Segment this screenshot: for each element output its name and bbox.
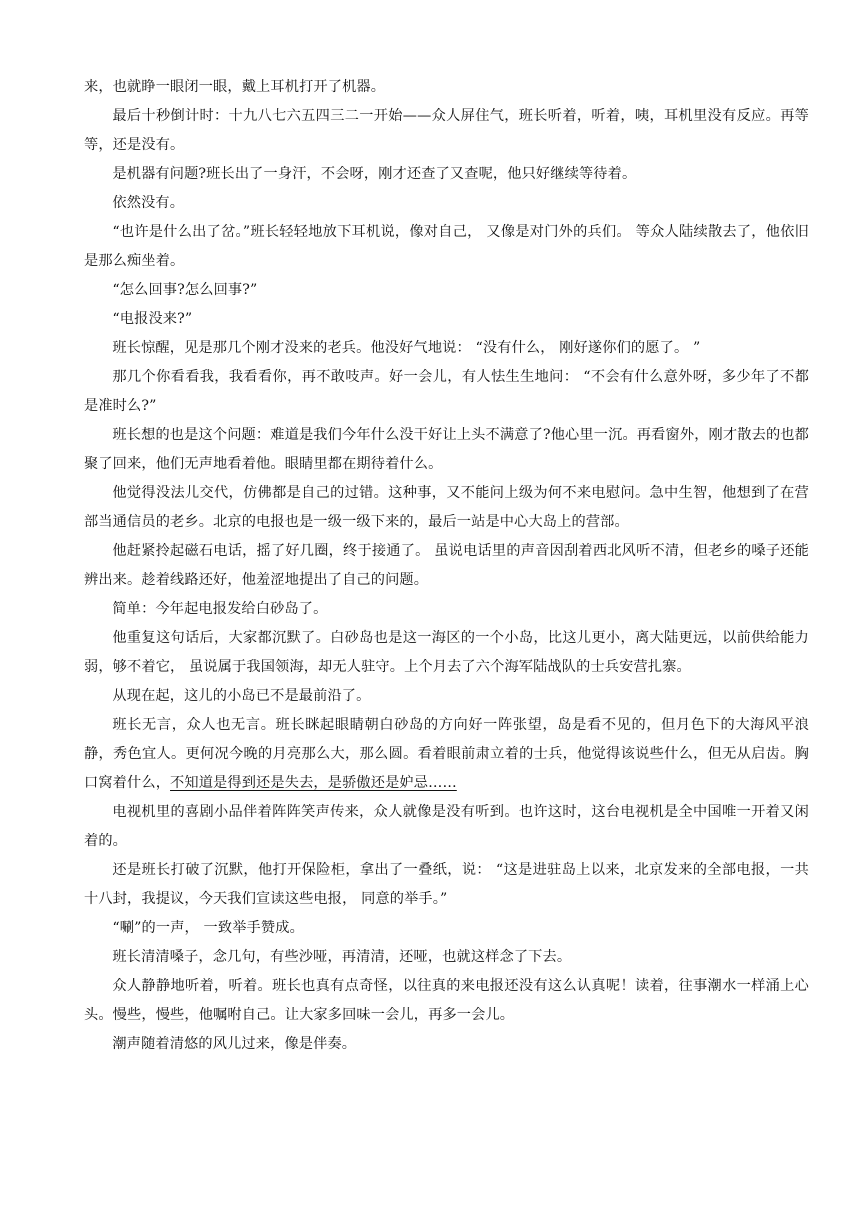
paragraph: 班长想的也是这个问题：难道是我们今年什么没干好让上头不满意了?他心里一沉。再看窗外，刚才散去的也都聚了回来，他们无声地看着他。眼睛里都在期待着什么。 xyxy=(84,427,809,472)
document-page xyxy=(84,73,809,1059)
paragraph: “电报没来?” xyxy=(112,311,193,327)
paragraph: 简单：今年起电报发给白砂岛了。 xyxy=(112,601,328,617)
paragraph xyxy=(84,711,809,798)
underlined-sentence: 不知道是得到还是失去，是骄傲还是妒忌…… xyxy=(170,775,457,791)
paragraph: 是机器有问题?班长出了一身汗，不会呀，刚才还查了又查呢，他只好继续等待着。 xyxy=(112,166,637,182)
paragraph: 班长惊醒，见是那几个刚才没来的老兵。他没好气地说： “没有什么， 刚好遂你们的愿了。 ” xyxy=(112,340,701,356)
paragraph: 依然没有。 xyxy=(112,195,185,211)
paragraph: 电视机里的喜剧小品伴着阵阵笑声传来，众人就像是没有听到。也许这时，这台电视机是全中国唯一开着又闲着的。 xyxy=(84,804,809,849)
paragraph: 班长清清嗓子，念几句，有些沙哑，再清清，还哑，也就这样念了下去。 xyxy=(112,949,572,965)
paragraph: 那几个你看看我，我看看你，再不敢吱声。好一会儿，有人怯生生地问： “不会有什么意外呀，多少年了不都是准时么?” xyxy=(84,369,809,414)
paragraph: 潮声随着清悠的风儿过来，像是伴奏。 xyxy=(112,1036,357,1052)
paragraph: 来，也就睁一眼闭一眼，戴上耳机打开了机器。 xyxy=(84,79,386,95)
paragraph: “唰”的一声， 一致举手赞成。 xyxy=(112,920,304,936)
paragraph: 众人静静地听着，听着。班长也真有点奇怪，以往真的来电报还没有这么认真呢！读着，往事潮水一样涌上心头。慢些，慢些，他嘱咐自己。让大家多回味一会儿，再多一会儿。 xyxy=(84,978,809,1023)
paragraph: “也许是什么出了岔。”班长轻轻地放下耳机说，像对自己， 又像是对门外的兵们。 等众人陆续散去了，他依旧是那么痴坐着。 xyxy=(84,224,809,269)
paragraph: 还是班长打破了沉默，他打开保险柜，拿出了一叠纸，说： “这是进驻岛上以来，北京发来的全部电报，一共十八封，我提议，今天我们宣读这些电报， 同意的举手。” xyxy=(84,862,809,907)
paragraph: 他觉得没法儿交代，仿佛都是自己的过错。这种事，又不能问上级为何不来电慰问。急中生智，他想到了在营部当通信员的老乡。北京的电报也是一级一级下来的，最后一站是中心大岛上的营部。 xyxy=(84,485,809,530)
paragraph: 他重复这句话后，大家都沉默了。白砂岛也是这一海区的一个小岛，比这儿更小，离大陆更远，以前供给能力弱，够不着它， 虽说属于我国领海，却无人驻守。上个月去了六个海军陆战队的士兵安营扎寨。 xyxy=(84,630,809,675)
paragraph-text: 班长无言，众人也无言。班长眯起眼睛朝白砂岛的方向好一阵张望，岛是看不见的，但月色下的大海风平浪静，秀色宜人。更何况今晚的月亮那么大，那么圆。看着眼前肃立着的士兵，他觉得该说些什么，但无从启齿。胸口窝着什么， xyxy=(84,717,809,791)
paragraph: 最后十秒倒计时：十九八七六五四三二一开始——众人屏住气，班长听着，听着，咦，耳机里没有反应。再等等，还是没有。 xyxy=(84,108,809,153)
paragraph: 从现在起，这儿的小岛已不是最前沿了。 xyxy=(112,688,371,704)
paragraph: “怎么回事?怎么回事?” xyxy=(112,282,258,298)
paragraph: 他赶紧拎起磁石电话，摇了好几圈，终于接通了。 虽说电话里的声音因刮着西北风听不清，但老乡的嗓子还能辨出来。趁着线路还好，他羞涩地提出了自己的问题。 xyxy=(84,543,809,588)
